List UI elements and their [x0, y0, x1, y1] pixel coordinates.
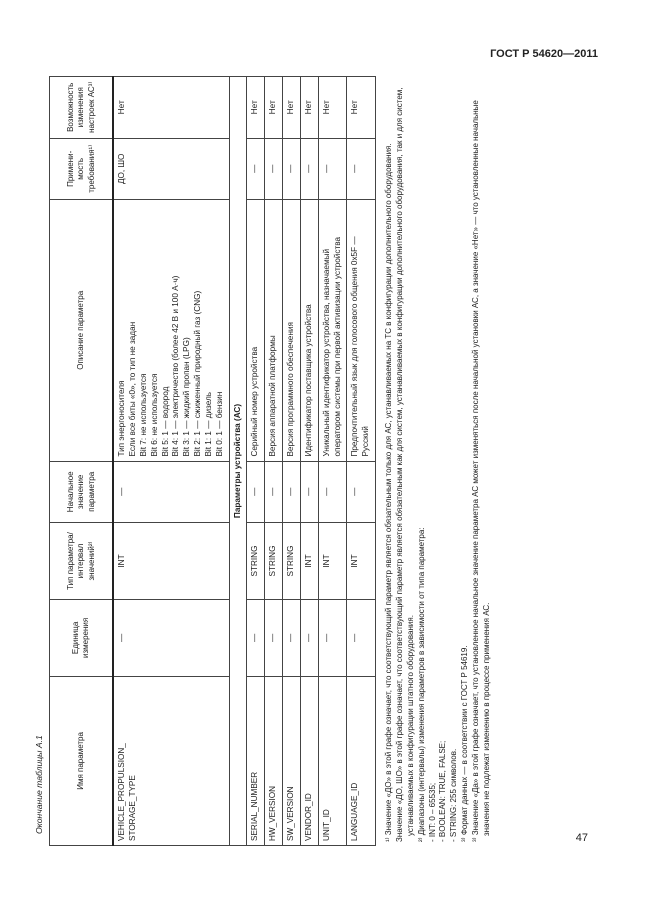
param-type: INT — [318, 523, 347, 600]
desc-line: Bit 4: 1 — электричество (более 42 В и 100 А·ч) — [171, 275, 181, 457]
table-caption: Окончание таблицы А.1 — [34, 735, 44, 834]
param-type: INT — [113, 523, 229, 600]
param-unit: — — [300, 599, 318, 676]
param-applicability: — — [247, 138, 265, 200]
desc-line: Bit 5: 1 — водород — [160, 386, 170, 457]
param-unit: — — [247, 599, 265, 676]
table-row — [247, 77, 265, 846]
param-changeable: Нет — [247, 77, 265, 139]
param-unit: — — [283, 599, 301, 676]
param-unit: — — [318, 599, 347, 676]
param-changeable: Нет — [113, 77, 229, 139]
rotated-content — [34, 76, 544, 846]
param-initial: — — [265, 461, 283, 523]
table-row — [283, 77, 301, 846]
param-initial: — — [347, 461, 376, 523]
section-title: Параметры устройства (АС) — [229, 77, 247, 846]
desc-line: Bit 6: не используется — [149, 373, 159, 457]
param-initial: — — [113, 461, 229, 523]
footnote: Значение «ДО, ШО» в этой графе означает, что соответствующий параметр является обязательным как для систем, устанавливаемых в конфигурации дополнительного оборудования, так и для систем, устанавливаемых в конфигурации штатного оборудования. — [394, 87, 415, 842]
param-unit: — — [347, 599, 376, 676]
col-header-initial: Начальное значение параметра — [50, 461, 114, 523]
param-description: Версия аппаратной платформы — [265, 200, 283, 461]
footnote: ³⁾ Значение «Да» в этой графе означает, что установленное начальное значение параметра АС может изменяться после начальной установки АС, а значение «Нет» — что установленные начальные значения не подлежат изменению в процессе применения АС. — [471, 100, 491, 842]
param-initial: — — [283, 461, 301, 523]
param-description: Идентификатор поставщика устройства — [300, 200, 318, 461]
param-type: INT — [347, 523, 376, 600]
col-header-unit: Единица измерения — [50, 599, 114, 676]
table-header-row — [50, 77, 114, 846]
footnotes — [384, 76, 493, 846]
col-header-type: Тип параметра/ интервал значений²⁾ — [50, 523, 114, 600]
param-name: UNIT_ID — [318, 676, 347, 845]
param-description: Предпочтительный язык для голосового общения 0x5F — Русский — [347, 200, 376, 461]
param-initial: — — [247, 461, 265, 523]
param-applicability: — — [318, 138, 347, 200]
param-unit: — — [265, 599, 283, 676]
table-row — [265, 77, 283, 846]
param-changeable: Нет — [283, 77, 301, 139]
param-applicability: ДО, ШО — [113, 138, 229, 200]
desc-line: Bit 0: 1 — бензин — [214, 391, 224, 457]
param-changeable: Нет — [347, 77, 376, 139]
param-name: SW_VERSION — [283, 676, 301, 845]
param-changeable: Нет — [300, 77, 318, 139]
param-description: Версия программного обеспечения — [283, 200, 301, 461]
param-name: VEHICLE_PROPULSION_ STORAGE_TYPE — [113, 676, 229, 845]
col-header-name: Имя параметра — [50, 676, 114, 845]
footnote: ³⁾ Формат данных — в соответствии с ГОСТ Р 54619. — [460, 645, 470, 842]
table-row — [300, 77, 318, 846]
param-initial: — — [318, 461, 347, 523]
param-applicability: — — [265, 138, 283, 200]
desc-line: Bit 2: 1 — сжиженный природный газ (CNG) — [193, 290, 203, 457]
section-row — [229, 77, 247, 846]
param-applicability: — — [283, 138, 301, 200]
col-header-changeable: Возможность изменения настроек АС³⁾ — [50, 77, 114, 139]
param-type: STRING — [265, 523, 283, 600]
param-initial: — — [300, 461, 318, 523]
desc-line: Bit 1: 1 — дизель — [203, 391, 213, 457]
param-applicability: — — [347, 138, 376, 200]
param-type: INT — [300, 523, 318, 600]
param-changeable: Нет — [318, 77, 347, 139]
param-changeable: Нет — [265, 77, 283, 139]
footnote: ¹⁾ Значение «ДО» в этой графе означает, что соответствующий параметр является обязательным только для АС, устанавливаемых на ТС в конфигурации дополнительного оборудования. — [384, 143, 394, 842]
param-name: HW_VERSION — [265, 676, 283, 845]
param-unit: — — [113, 599, 229, 676]
param-name: LANGUAGE_ID — [347, 676, 376, 845]
param-name: VENDOR_ID — [300, 676, 318, 845]
page-number: 47 — [575, 832, 588, 844]
col-header-applicability: Примени-мость требования¹⁾ — [50, 138, 114, 200]
table-row — [347, 77, 376, 846]
desc-line: Тип энергоносителя — [117, 380, 127, 457]
footnote: ²⁾ Диапазоны (интервалы) изменения параметров в зависимости от типа параметра: — [416, 527, 426, 842]
footnote: - STRING: 255 символов. — [449, 748, 459, 842]
param-type: STRING — [283, 523, 301, 600]
table-row — [113, 77, 229, 846]
footnote: - BOOLEAN: TRUE, FALSE; — [438, 740, 448, 842]
footnote: - INT: 0 – 65535; — [427, 782, 437, 842]
param-description: Серийный номер устройства — [247, 200, 265, 461]
param-name: SERIAL_NUMBER — [247, 676, 265, 845]
table-row — [318, 77, 347, 846]
parameters-table — [49, 76, 376, 846]
desc-line: Bit 7: не используется — [139, 373, 148, 457]
param-applicability: — — [300, 138, 318, 200]
desc-line: Bit 3: 1 — жидкий пропан (LPG) — [182, 337, 192, 457]
param-description — [113, 200, 229, 461]
col-header-description: Описание параметра — [50, 200, 114, 461]
desc-line: Если все биты «0», то тип не задан — [128, 321, 138, 457]
param-type: STRING — [247, 523, 265, 600]
param-description: Уникальный идентификатор устройства, назначаемый оператором системы при первой активизации устройства — [318, 200, 347, 461]
document-code: ГОСТ Р 54620—2011 — [490, 48, 598, 60]
